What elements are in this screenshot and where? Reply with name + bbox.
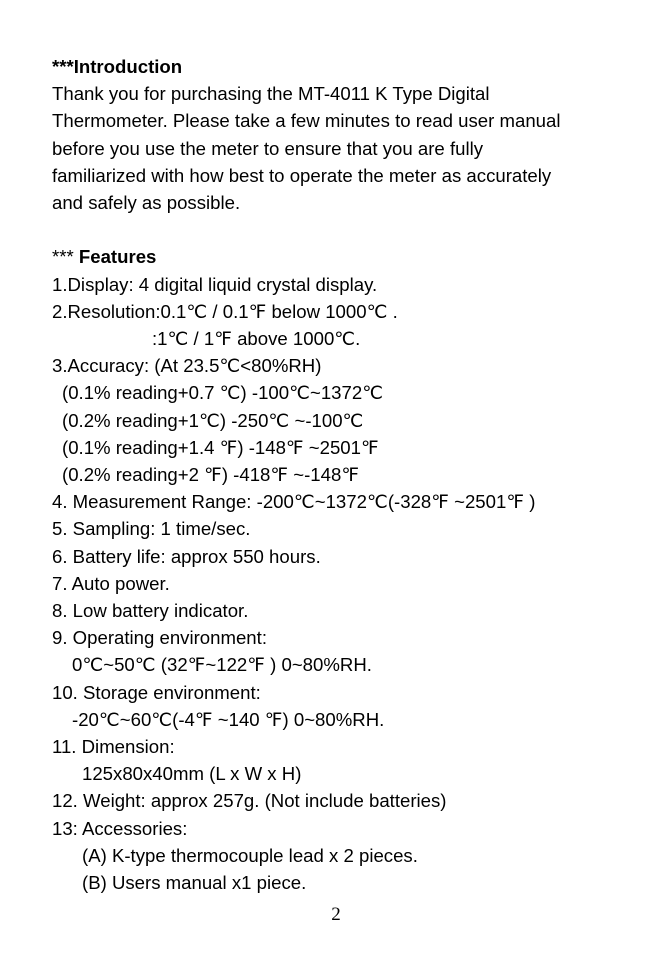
intro-line: and safely as possible. <box>52 192 241 214</box>
feature-item: 3.Accuracy: (At 23.5℃<80%RH) <box>52 355 322 377</box>
features-heading-text: Features <box>78 246 157 268</box>
features-heading <box>52 243 652 270</box>
introduction-heading: ***Introduction <box>52 56 183 77</box>
accuracy-spec-line: (0.1% reading+1.4 ℉) -148℉ ~2501℉ <box>62 436 379 458</box>
feature-item: 5. Sampling: 1 time/sec. <box>52 518 251 540</box>
intro-line: before you use the meter to ensure that you are fully <box>52 137 484 159</box>
feature-item-detail: 125x80x40mm (L x W x H) <box>82 763 302 785</box>
intro-line: familiarized with how best to operate the meter as accurately <box>52 164 552 186</box>
features-list <box>52 271 652 897</box>
feature-item: 8. Low battery indicator. <box>52 600 249 622</box>
feature-item: 2.Resolution:0.1℃ / 0.1℉ below 1000℃ . <box>52 300 398 322</box>
feature-item-detail: -20℃~60℃(-4℉ ~140 ℉) 0~80%RH. <box>72 708 385 730</box>
accuracy-spec-line: (0.2% reading+2 ℉) -418℉ ~-148℉ <box>62 464 360 486</box>
feature-item: 11. Dimension: <box>52 736 175 758</box>
feature-item: 7. Auto power. <box>52 572 170 594</box>
accuracy-spec-line: (0.1% reading+0.7 ℃) -100℃~1372℃ <box>62 382 384 404</box>
feature-item: 9. Operating environment: <box>52 627 267 649</box>
feature-item-detail: 0℃~50℃ (32℉~122℉ ) 0~80%RH. <box>72 654 372 676</box>
feature-item: 6. Battery life: approx 550 hours. <box>52 545 321 567</box>
feature-item: 4. Measurement Range: -200℃~1372℃(-328℉ ~2501℉ ) <box>52 491 536 513</box>
intro-line: Thermometer. Please take a few minutes to read user manual <box>52 110 561 132</box>
feature-item: 12. Weight: approx 257g. (Not include batteries) <box>52 790 447 812</box>
section-spacer <box>52 216 652 243</box>
intro-line: Thank you for purchasing the MT-4011 K Type Digital <box>52 83 490 105</box>
features-heading-prefix: *** <box>52 246 79 268</box>
feature-item: 1.Display: 4 digital liquid crystal display. <box>52 273 378 295</box>
manual-page <box>52 53 652 896</box>
feature-item: 13: Accessories: <box>52 817 188 839</box>
accessory-item: (A) K-type thermocouple lead x 2 pieces. <box>82 844 418 866</box>
accuracy-spec-line: (0.2% reading+1℃) -250℃ ~-100℃ <box>62 409 364 431</box>
feature-item-continuation: :1℃ / 1℉ above 1000℃. <box>152 328 361 350</box>
page-number: 2 <box>331 904 341 925</box>
accessory-item: (B) Users manual x1 piece. <box>82 872 307 894</box>
feature-item: 10. Storage environment: <box>52 681 261 703</box>
introduction-paragraph <box>52 80 652 216</box>
